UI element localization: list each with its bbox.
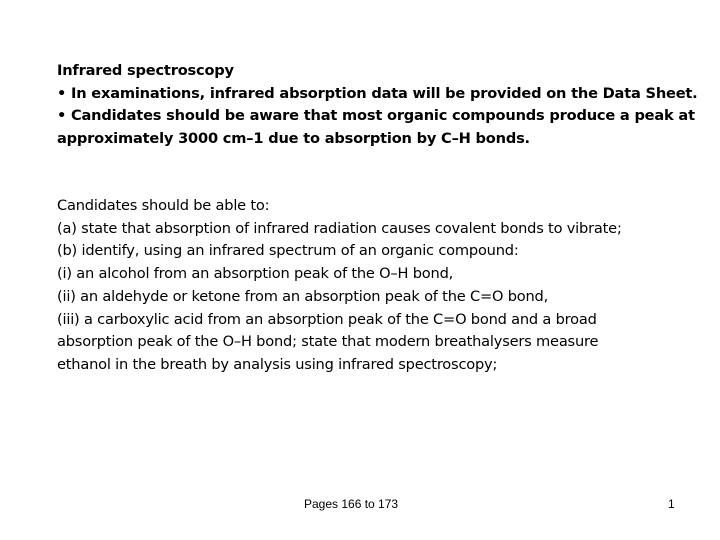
bullet-line-3: approximately 3000 cm–1 due to absorption by C–H bonds. xyxy=(57,130,530,148)
objectives-section xyxy=(57,195,697,377)
intro-section xyxy=(57,60,697,151)
objective-line-iii-cont-2: ethanol in the breath by analysis using infrared spectroscopy; xyxy=(57,355,498,373)
objective-line-iii-cont-1: absorption peak of the O–H bond; state that modern breathalysers measure xyxy=(57,333,599,351)
objective-line-a: (a) state that absorption of infrared radiation causes covalent bonds to vibrate; xyxy=(57,219,622,237)
objective-line-b: (b) identify, using an infrared spectrum of an organic compound: xyxy=(57,242,519,260)
objective-line-i: (i) an alcohol from an absorption peak of the O–H bond, xyxy=(57,265,454,283)
objective-line-ii: (ii) an aldehyde or ketone from an absorption peak of the C=O bond, xyxy=(57,287,549,305)
bullet-line-1: • In examinations, infrared absorption data will be provided on the Data Sheet. xyxy=(57,84,698,102)
slide-title: Infrared spectroscopy xyxy=(57,62,234,79)
objectives-heading: Candidates should be able to: xyxy=(57,197,270,214)
bullet-line-2: • Candidates should be aware that most organic compounds produce a peak at xyxy=(57,107,695,125)
objective-line-iii: (iii) a carboxylic acid from an absorption peak of the C=O bond and a broad xyxy=(57,310,597,328)
footer-pages: Pages 166 to 173 xyxy=(304,497,399,511)
page-number: 1 xyxy=(668,497,675,511)
